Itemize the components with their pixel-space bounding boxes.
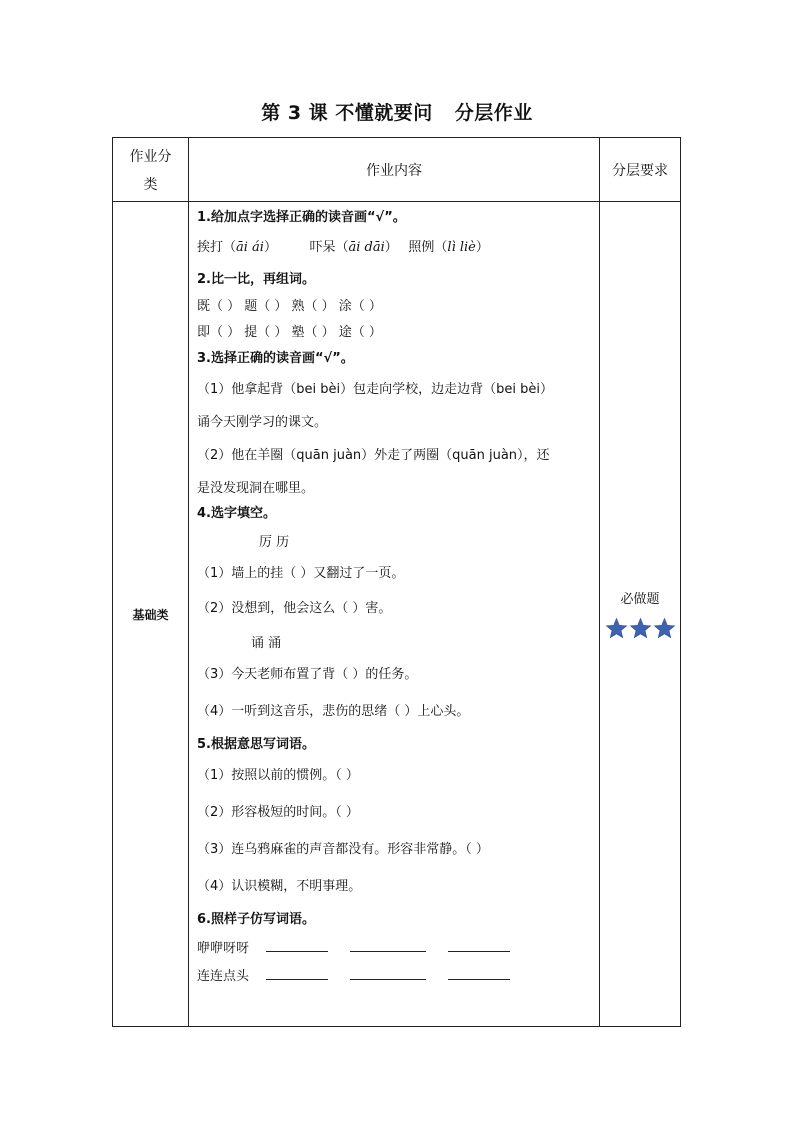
q6-example2: 连连点头 bbox=[197, 969, 250, 984]
header-row bbox=[113, 138, 681, 202]
q3-title: 3.选择正确的读音画“√”。 bbox=[197, 351, 354, 366]
q6-line2 bbox=[197, 967, 532, 985]
answer-blank[interactable] bbox=[266, 967, 328, 980]
q6-example1: 咿咿呀呀 bbox=[197, 941, 250, 956]
answer-blank[interactable] bbox=[448, 939, 510, 952]
content-cell bbox=[189, 202, 600, 1027]
q5-s1: （1）按照以前的惯例。（ ） bbox=[197, 768, 359, 783]
homework-table bbox=[112, 137, 681, 1027]
q3-s2a: （2）他在羊圈（quān juàn）外走了两圈（quān juàn），还 bbox=[197, 448, 550, 463]
q4-title: 4.选字填空。 bbox=[197, 506, 276, 521]
star-icon bbox=[605, 617, 628, 640]
q3-s2b: 是没发现洞在哪里。 bbox=[197, 481, 315, 496]
q4-s2: （2）没想到，他会这么（ ）害。 bbox=[197, 601, 392, 616]
q6-line1 bbox=[197, 939, 532, 957]
q6-title: 6.照样子仿写词语。 bbox=[197, 912, 315, 927]
q1-title: 1.给加点字选择正确的读音画“√”。 bbox=[197, 210, 406, 225]
requirement-cell bbox=[600, 202, 681, 1027]
q5-s4: （4）认识模糊，不明事理。 bbox=[197, 879, 362, 894]
q5-s3: （3）连乌鸦麻雀的声音都没有。形容非常静。（ ） bbox=[197, 842, 489, 857]
q4-s1: （1）墙上的挂（ ）又翻过了一页。 bbox=[197, 566, 405, 581]
category-cell: 基础类 bbox=[113, 202, 189, 1027]
answer-blank[interactable] bbox=[266, 939, 328, 952]
q5-s2: （2）形容极短的时间。（ ） bbox=[197, 805, 359, 820]
lesson-title: 第 3 课 不懂就要问 bbox=[261, 102, 433, 124]
q3-s1a: （1）他拿起背（bei bèi）包走向学校，边走边背（bei bèi） bbox=[197, 382, 553, 397]
q5-title: 5.根据意思写词语。 bbox=[197, 737, 315, 752]
q2-line2: 即（ ） 提（ ） 塾（ ） 途（ ） bbox=[197, 325, 382, 340]
lesson-subtitle: 分层作业 bbox=[454, 102, 533, 124]
header-requirement: 分层要求 bbox=[600, 138, 681, 202]
q2-title: 2.比一比，再组词。 bbox=[197, 272, 315, 287]
q3-s1b: 诵今天刚学习的课文。 bbox=[197, 415, 328, 430]
difficulty-stars bbox=[600, 617, 680, 640]
basic-row bbox=[113, 202, 681, 1027]
answer-blank[interactable] bbox=[350, 967, 426, 980]
q1-line: 挨打（āi ái） 吓呆（āi dāi） 照例（lì liè） bbox=[197, 240, 489, 255]
page-title bbox=[0, 98, 794, 125]
star-icon bbox=[653, 617, 676, 640]
header-category: 作业分 类 bbox=[113, 138, 189, 202]
answer-blank[interactable] bbox=[350, 939, 426, 952]
answer-blank[interactable] bbox=[448, 967, 510, 980]
q4-s3: （3）今天老师布置了背（ ）的任务。 bbox=[197, 667, 418, 682]
q4-pair1: 厉 历 bbox=[259, 535, 290, 550]
q2-line1: 既（ ） 题（ ） 熟（ ） 涂（ ） bbox=[197, 299, 382, 314]
header-content: 作业内容 bbox=[189, 138, 600, 202]
star-icon bbox=[629, 617, 652, 640]
q4-s4: （4）一听到这音乐，悲伤的思绪（ ）上心头。 bbox=[197, 704, 470, 719]
q4-pair2: 诵 涌 bbox=[251, 636, 282, 651]
requirement-label: 必做题 bbox=[620, 592, 660, 607]
